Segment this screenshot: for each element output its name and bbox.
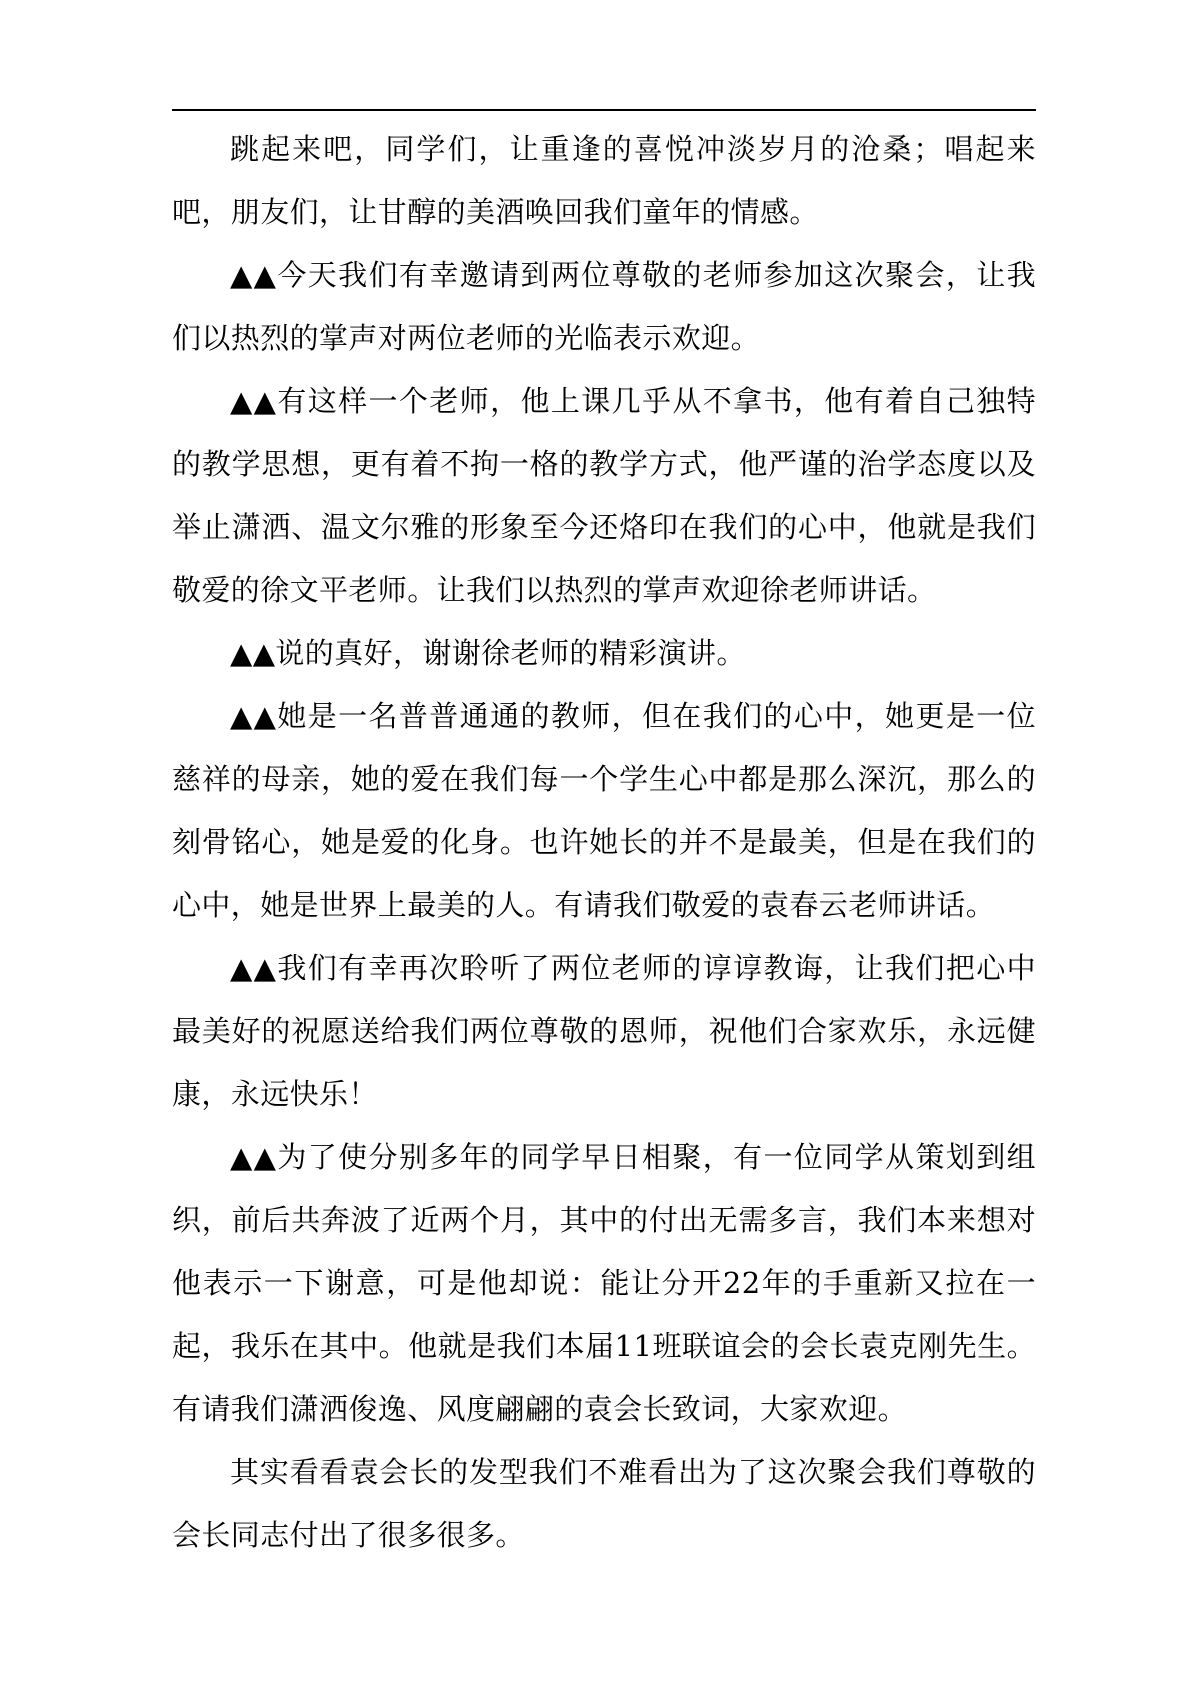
header-rule [172, 109, 1036, 111]
paragraph-7: ▲▲为了使分别多年的同学早日相聚，有一位同学从策划到组织，前后共奔波了近两个月，其中的付出无需多言，我们本来想对他表示一下谢意，可是他却说：能让分开22年的手重新又拉在一起，我乐在其中。他就是我们本届11班联谊会的会长袁克刚先生。有请我们潇洒俊逸、风度翩翩的袁会长致词，大家欢迎。 [172, 1140, 1036, 1426]
paragraph-5: ▲▲她是一名普普通通的教师，但在我们的心中，她更是一位慈祥的母亲，她的爱在我们每一个学生心中都是那么深沉，那么的刻骨铭心，她是爱的化身。也许她长的并不是最美，但是在我们的心中，她是世界上最美的人。有请我们敬爱的袁春云老师讲话。 [172, 699, 1036, 922]
paragraph-6: ▲▲我们有幸再次聆听了两位老师的谆谆教诲，让我们把心中最美好的祝愿送给我们两位尊敬的恩师，祝他们合家欢乐，永远健康，永远快乐！ [172, 951, 1036, 1111]
paragraph-2: ▲▲今天我们有幸邀请到两位尊敬的老师参加这次聚会，让我们以热烈的掌声对两位老师的光临表示欢迎。 [172, 258, 1036, 355]
paragraph-3: ▲▲有这样一个老师，他上课几乎从不拿书，他有着自己独特的教学思想，更有着不拘一格的教学方式，他严谨的治学态度以及举止潇洒、温文尔雅的形象至今还烙印在我们的心中，他就是我们敬爱的徐文平老师。让我们以热烈的掌声欢迎徐老师讲话。 [172, 384, 1036, 607]
paragraph-4: ▲▲说的真好，谢谢徐老师的精彩演讲。 [230, 636, 746, 670]
paragraph-1: 跳起来吧，同学们，让重逢的喜悦冲淡岁月的沧桑；唱起来吧，朋友们，让甘醇的美酒唤回我们童年的情感。 [172, 132, 1036, 229]
paragraph-8: 其实看看袁会长的发型我们不难看出为了这次聚会我们尊敬的会长同志付出了很多很多。 [172, 1455, 1036, 1552]
document-body [172, 118, 1036, 1567]
